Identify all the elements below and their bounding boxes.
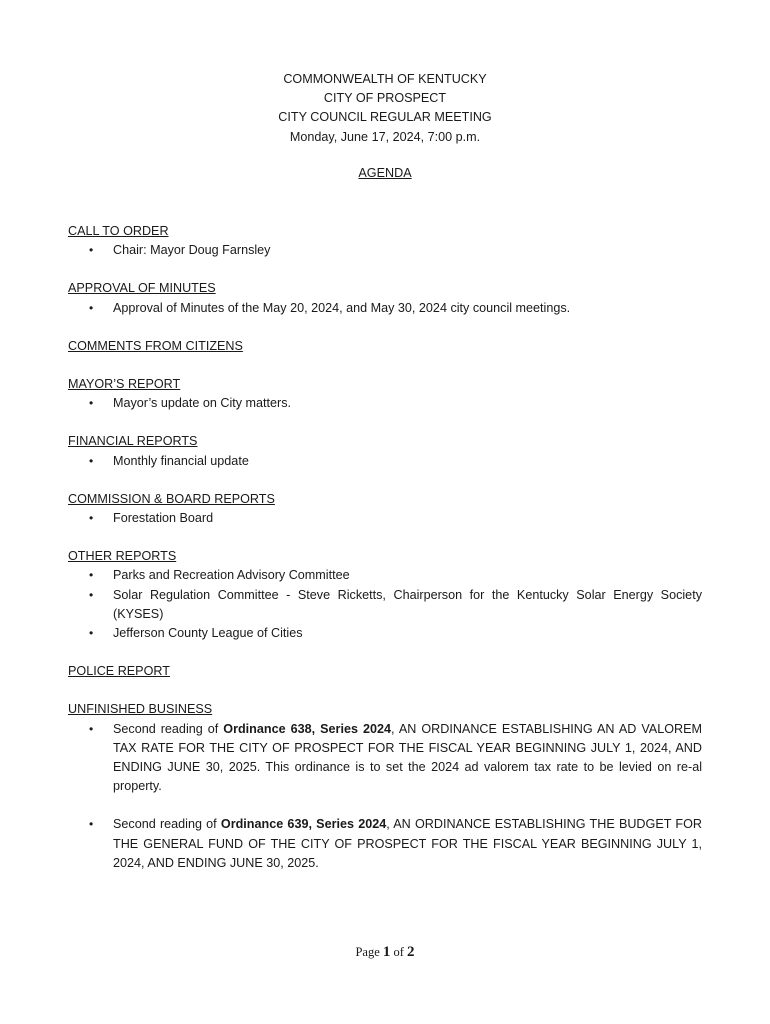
list-item: • Second reading of Ordinance 639, Series 2024, AN ORDINANCE ESTABLISHING THE BUDGET FOR THE GENERAL FUND OF THE CITY OF PROSPECT FOR THE FISCAL YEAR BEGINNING JULY 1, 2024, AND ENDING JUNE 30, 2025. xyxy=(89,817,703,870)
page-current: 1 xyxy=(382,944,391,960)
bullet-list xyxy=(68,241,702,260)
section-heading: OTHER REPORTS xyxy=(68,549,177,564)
bullet-list xyxy=(68,566,702,643)
bullet-list xyxy=(68,720,702,873)
section-heading: MAYOR’S REPORT xyxy=(68,377,181,392)
bullet-icon: • xyxy=(89,817,94,832)
agenda-content xyxy=(68,222,702,892)
header-city: CITY OF PROSPECT xyxy=(323,91,447,106)
header-meeting: CITY COUNCIL REGULAR MEETING xyxy=(278,110,492,125)
section-call-to-order xyxy=(68,222,702,260)
page-total: 2 xyxy=(407,944,415,960)
section-heading: UNFINISHED BUSINESS xyxy=(68,702,213,717)
section-police-report xyxy=(68,662,702,681)
bullet-icon: • xyxy=(89,511,94,526)
page-label: Page xyxy=(355,945,383,959)
bullet-icon: • xyxy=(89,396,94,411)
bullet-list xyxy=(68,299,702,318)
section-heading: POLICE REPORT xyxy=(68,664,170,679)
section-commission-board-reports xyxy=(68,490,702,528)
list-item: • Approval of Minutes of the May 20, 2024, and May 30, 2024 city council meetings. xyxy=(68,299,702,318)
bullet-icon: • xyxy=(89,626,94,641)
list-item: • Second reading of Ordinance 638, Series 2024, AN ORDINANCE ESTABLISHING AN AD VALOREM TAX RATE FOR THE CITY OF PROSPECT FOR THE FISCAL YEAR BEGINNING JULY 1, 2024, AND ENDING JUNE 30, 2025. This ordinance is to set the 2024 ad valorem tax rate to be levied on re-al property. xyxy=(89,721,702,794)
list-item: • Jefferson County League of Cities xyxy=(68,624,702,643)
agenda-title: AGENDA xyxy=(358,166,412,180)
section-heading: CALL TO ORDER xyxy=(68,224,169,238)
bullet-list xyxy=(68,452,702,471)
list-item: • Monthly financial update xyxy=(68,452,702,471)
section-heading: COMMISSION & BOARD REPORTS xyxy=(68,491,275,506)
header-date: Monday, June 17, 2024, 7:00 p.m. xyxy=(289,129,481,144)
list-item: • Forestation Board xyxy=(68,509,702,528)
section-other-reports xyxy=(68,547,702,643)
bullet-icon: • xyxy=(89,587,94,602)
bullet-list xyxy=(68,394,702,413)
of-label: of xyxy=(390,945,408,959)
section-heading: APPROVAL OF MINUTES xyxy=(68,281,216,296)
list-item: • Parks and Recreation Advisory Committee xyxy=(68,566,702,585)
section-heading: COMMENTS FROM CITIZENS xyxy=(68,338,243,353)
list-item: • Chair: Mayor Doug Farnsley xyxy=(68,241,702,260)
bullet-icon: • xyxy=(89,453,94,468)
document-header xyxy=(0,70,770,147)
section-approval-of-minutes xyxy=(68,279,702,317)
section-heading: FINANCIAL REPORTS xyxy=(68,434,198,449)
bullet-icon: • xyxy=(89,300,94,315)
bullet-list xyxy=(68,509,702,528)
section-financial-reports xyxy=(68,432,702,470)
section-mayors-report xyxy=(68,375,702,413)
header-state: COMMONWEALTH OF KENTUCKY xyxy=(283,72,487,86)
list-item: • Mayor’s update on City matters. xyxy=(68,394,702,413)
bullet-icon: • xyxy=(89,721,94,736)
page-footer xyxy=(0,944,770,961)
section-unfinished-business xyxy=(68,700,702,873)
section-comments-from-citizens xyxy=(68,337,702,356)
list-item: • Solar Regulation Committee - Steve Ricketts, Chairperson for the Kentucky Solar Energy Society (KYSES) xyxy=(89,587,702,621)
bullet-icon: • xyxy=(89,243,94,258)
bullet-icon: • xyxy=(89,568,94,583)
ordinance-number: Ordinance 638, Series 2024 xyxy=(223,721,391,736)
ordinance-number: Ordinance 639, Series 2024 xyxy=(220,817,387,832)
